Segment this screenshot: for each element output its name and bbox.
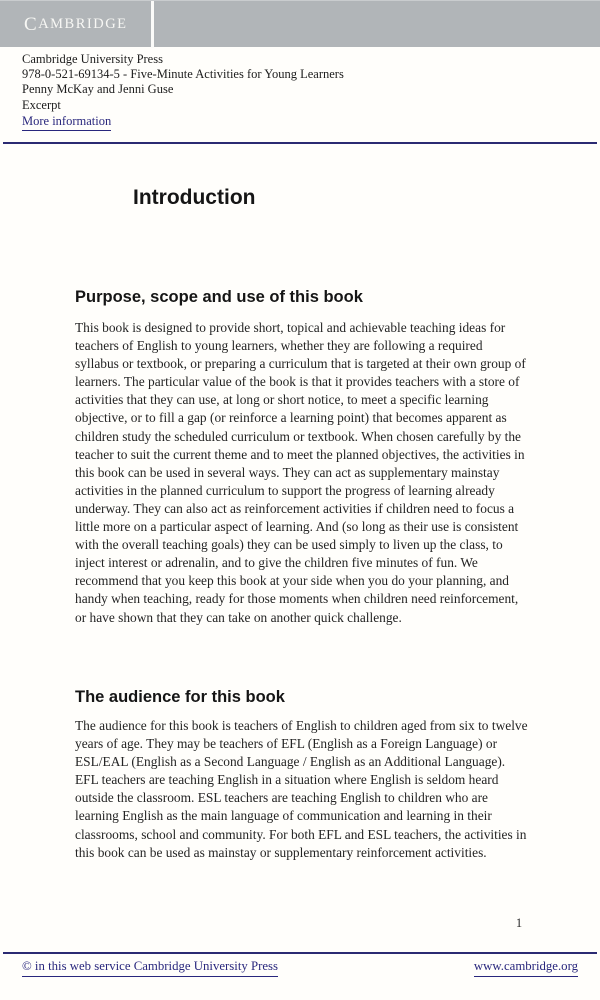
logo-divider bbox=[151, 1, 154, 48]
meta-block bbox=[22, 52, 344, 131]
page-number: 1 bbox=[515, 916, 523, 930]
header-rule bbox=[3, 142, 597, 144]
copyright-link[interactable]: © in this web service Cambridge University Press bbox=[22, 959, 278, 977]
meta-authors: Penny McKay and Jenni Guse bbox=[22, 82, 174, 97]
brand-bar bbox=[0, 0, 600, 47]
meta-excerpt: Excerpt bbox=[22, 97, 61, 112]
cambridge-logo bbox=[24, 1, 128, 48]
website-link[interactable]: www.cambridge.org bbox=[474, 959, 578, 977]
meta-isbn-title: 978-0-521-69134-5 - Five-Minute Activities for Young Learners bbox=[22, 67, 344, 82]
meta-publisher: Cambridge University Press bbox=[22, 52, 163, 66]
cambridge-logo-text: AMBRIDGE bbox=[38, 16, 128, 33]
section-body-audience: The audience for this book is teachers of English to children aged from six to twelve years of age. They may be teachers of EFL (English as a Foreign Language) or ESL/EAL (English as a Second Language / English as an Additional Language). EFL teachers are teaching English in a situation where English is seldom heard outside the classroom. ESL teachers are teaching English to children who are learning English as the main language of communication and learning in their classrooms, school and community. For both EFL and ESL teachers, the activities in this book can be used as mainstay or supplementary reinforcement activities. bbox=[75, 718, 528, 860]
more-information-link[interactable]: More information bbox=[22, 114, 111, 131]
section-body-purpose: This book is designed to provide short, topical and achievable teaching ideas for teachers of English to young learners, whether they are following a required syllabus or textbook, or preparing a curriculum that is targeted at their own group of learners. The particular value of the book is that it provides teachers with a store of activities that they can use, at long or short notice, to meet a specific learning objective, or to fill a gap (or reinforce a learning point) that becomes apparent as children study the scheduled curriculum or textbook. When chosen carefully by the teacher to suit the current theme and to meet the planned objectives, the activities in this book can be used in several ways. They can act as supplementary mainstay activities in the planned curriculum to support the progress of learning already underway. They can also act as reinforcement activities if children need to focus a little more on a particular aspect of learning. And (so long as their use is consistent with the overall teaching goals) they can be used simply to liven up the class, to inject interest or adrenalin, and to give the children five minutes of fun. We recommend that you keep this book at your side when you do your planning, and handy when teaching, ready for those moments when children need reinforcement, or have shown that they can take on another quick challenge. bbox=[75, 320, 526, 625]
cambridge-logo-initial: C bbox=[24, 14, 39, 35]
section-heading-audience: The audience for this book bbox=[75, 688, 285, 706]
section-heading-purpose: Purpose, scope and use of this book bbox=[75, 288, 363, 306]
footer-rule bbox=[3, 952, 597, 954]
chapter-title: Introduction bbox=[133, 186, 256, 209]
